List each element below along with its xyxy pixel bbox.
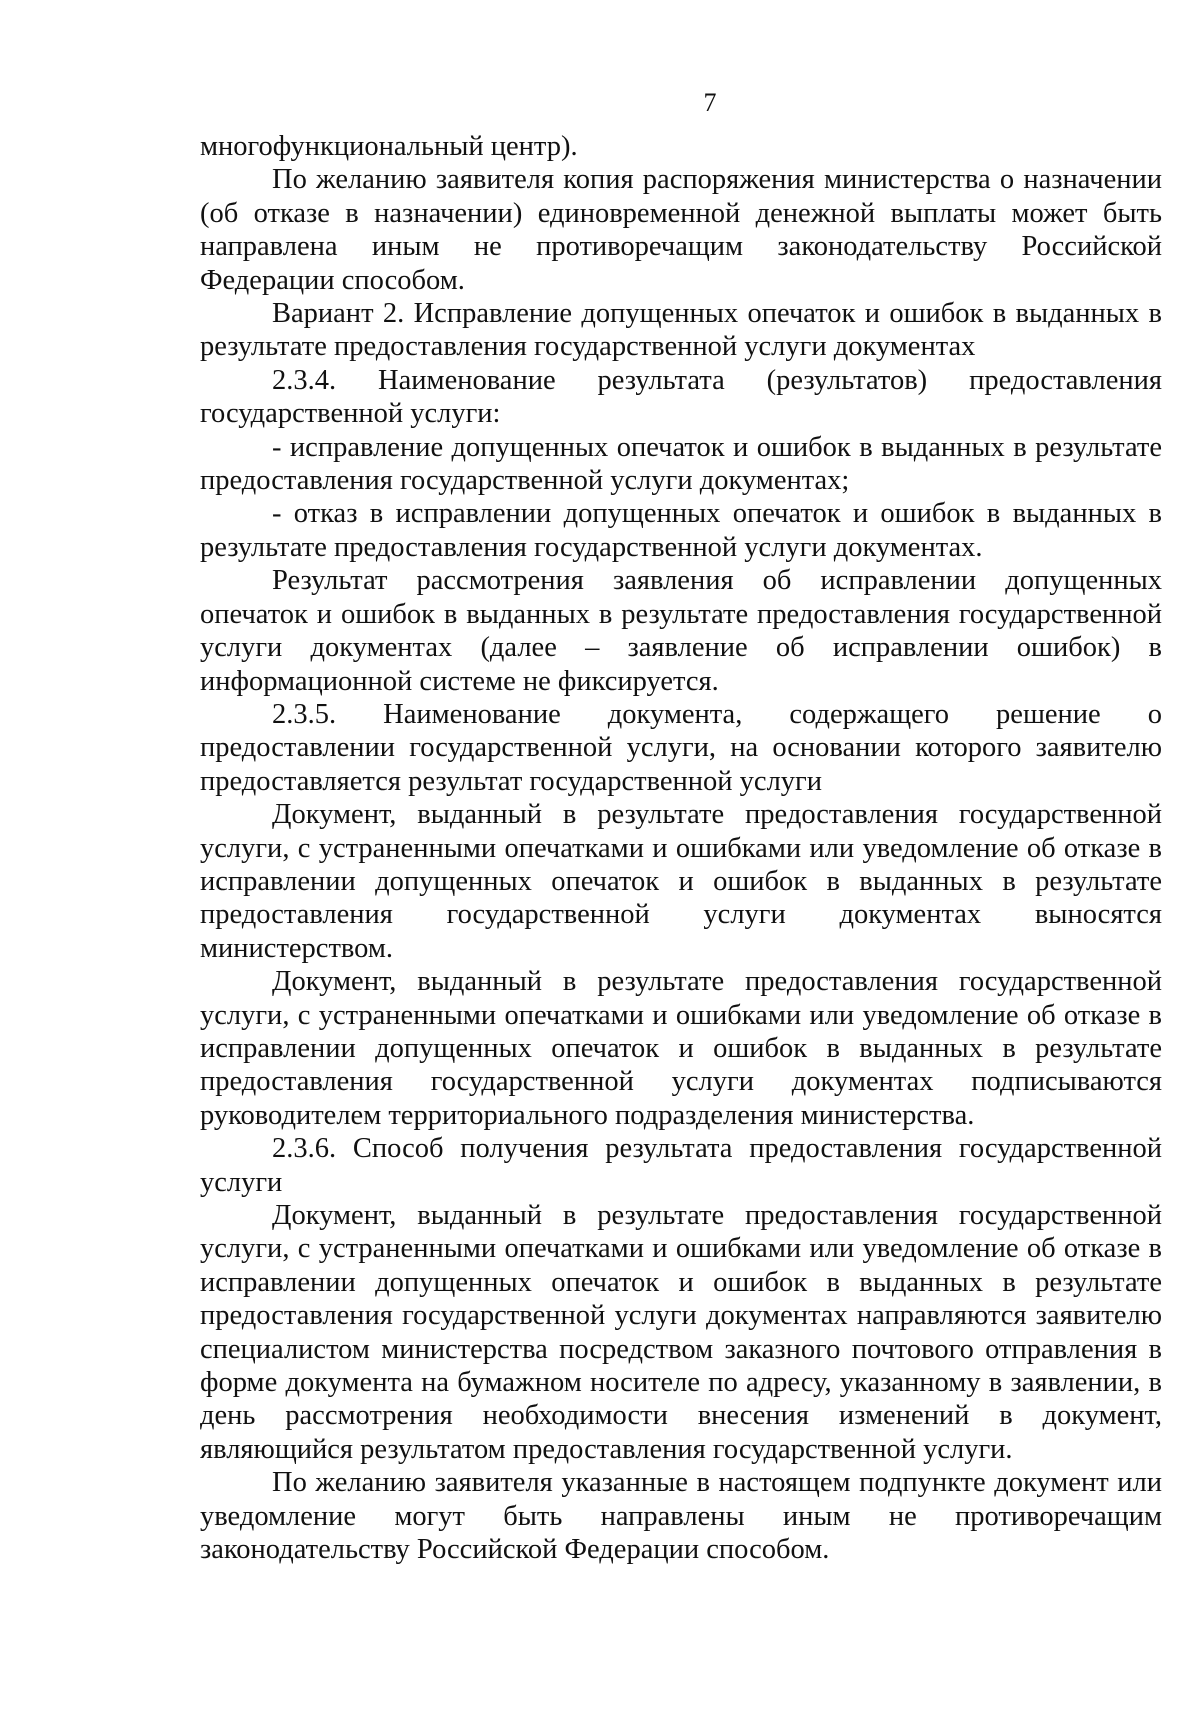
paragraph-delivery-by-mail: Документ, выданный в результате предоставления государственной услуги, с устраненными опечатками и ошибками или уведомление об отказе в исправлении допущенных опечаток и ошибок в выданных в результате предоставления государственной услуги документах направляются заявителю специалистом министерства посредством заказного почтового отправления в форме документа на бумажном носителе по адресу, указанному в заявлении, в день рассмотрения необходимости внесения изменений в документ, являющийся результатом предоставления государственной услуги. <box>200 1200 1162 1465</box>
list-item-correction: - исправление допущенных опечаток и ошибок в выданных в результате предоставления государственной услуги документах; <box>200 431 1162 497</box>
page-number: 7 <box>703 88 717 117</box>
section-heading-variant-2: Вариант 2. Исправление допущенных опечаток и ошибок в выданных в результате предоставления государственной услуги документах <box>200 298 1162 363</box>
paragraph-result-not-recorded: Результат рассмотрения заявления об исправлении допущенных опечаток и ошибок в выданных в результате предоставления государственной услуги документах (далее – заявление об исправлении ошибок) в информационной системе не фиксируется. <box>200 565 1162 697</box>
paragraph-signed-by-head: Документ, выданный в результате предоставления государственной услуги, с устраненными опечатками и ошибками или уведомление об отказе в исправлении допущенных опечаток и ошибок в выданных в результате предоставления государственной услуги документах подписываются руководителем территориального подразделения министерства. <box>200 966 1162 1131</box>
list-item-refusal: - отказ в исправлении допущенных опечаток и ошибок в выданных в результате предоставления государственной услуги документах. <box>200 498 1162 563</box>
clause-2-3-4-heading: 2.3.4. Наименование результата (результатов) предоставления государственной услуги: <box>200 364 1162 430</box>
paragraph-issued-by-ministry: Документ, выданный в результате предоставления государственной услуги, с устраненными опечатками и ошибками или уведомление об отказе в исправлении допущенных опечаток и ошибок в выданных в результате предоставления государственной услуги документах выносятся министерством. <box>200 799 1162 964</box>
paragraph-copy-delivery: По желанию заявителя копия распоряжения министерства о назначении (об отказе в назначении) единовременной денежной выплаты может быть направлена иным не противоречащим законодательству Российской Федерации способом. <box>200 164 1162 296</box>
document-body <box>200 130 1162 1566</box>
paragraph-alternative-delivery: По желанию заявителя указанные в настоящем подпункте документ или уведомление могут быть направлены иным не противоречащим законодательству Российской Федерации способом. <box>200 1467 1162 1566</box>
clause-2-3-5-heading: 2.3.5. Наименование документа, содержащего решение о предоставлении государственной услуги, на основании которого заявителю предоставляется результат государственной услуги <box>200 698 1162 797</box>
clause-2-3-6-heading: 2.3.6. Способ получения результата предоставления государственной услуги <box>200 1133 1162 1198</box>
paragraph-continuation: многофункциональный центр). <box>200 131 578 162</box>
